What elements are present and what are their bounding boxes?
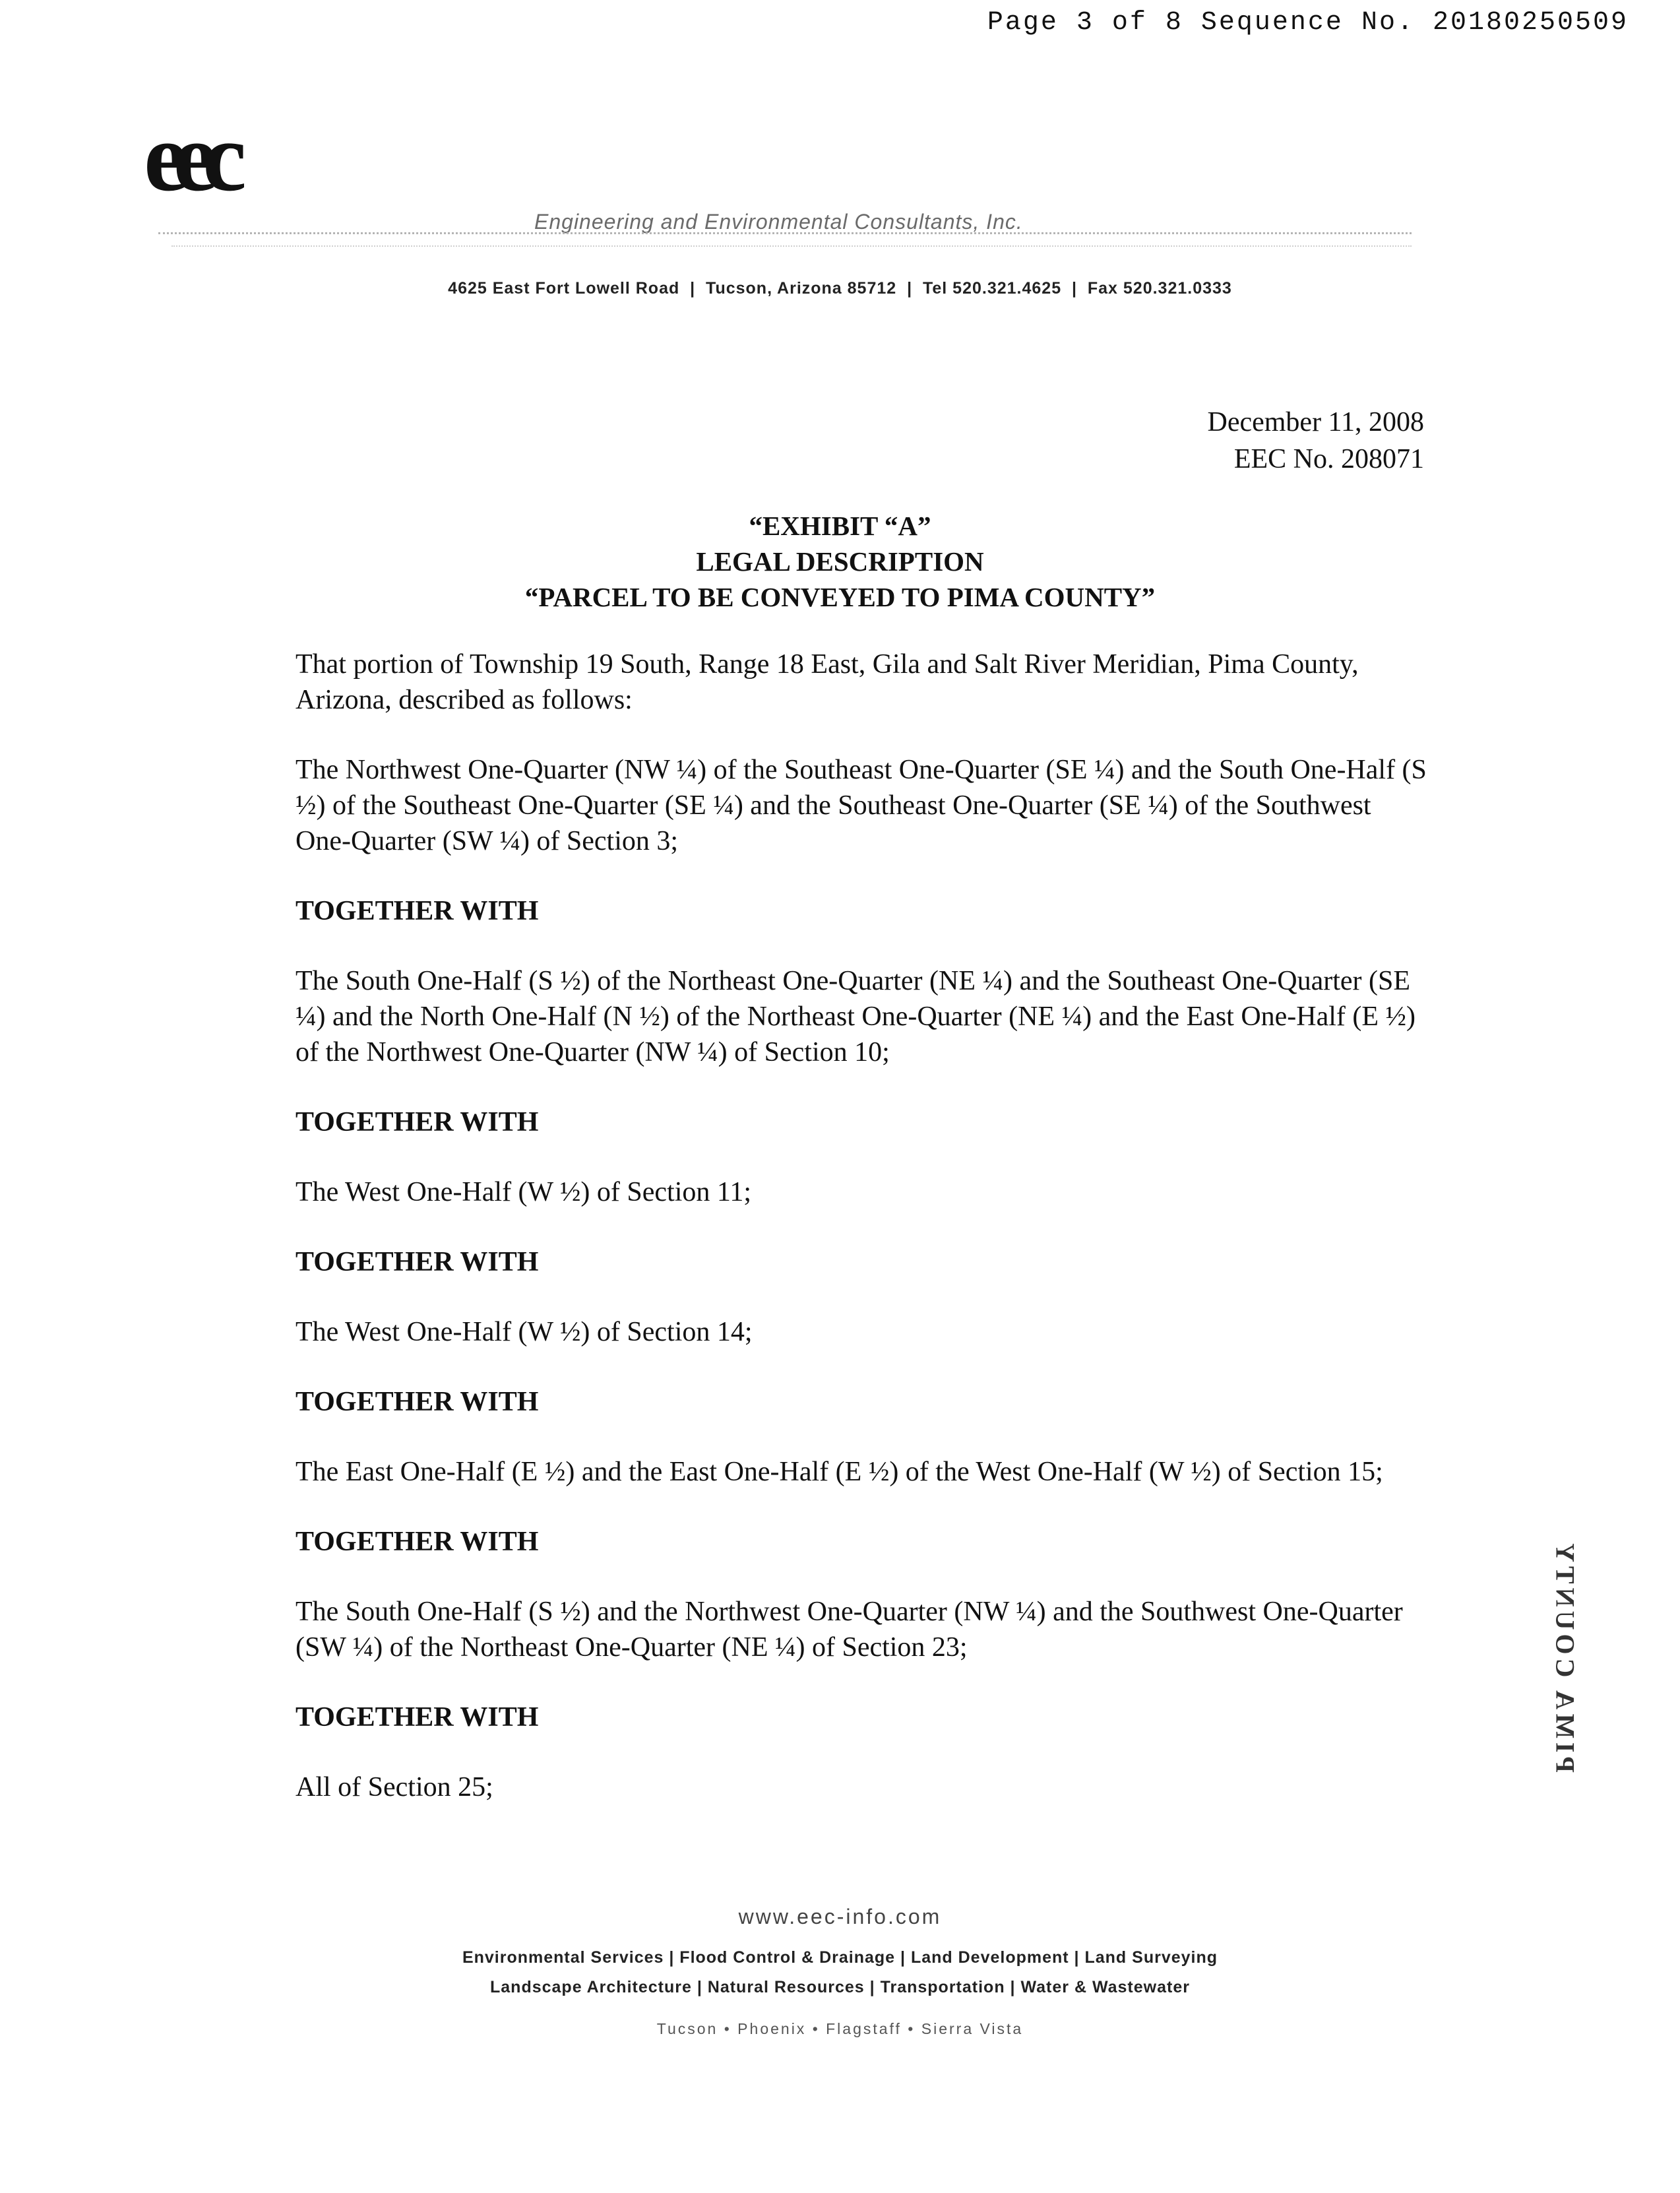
page-sequence-header: Page 3 of 8 Sequence No. 20180250509 xyxy=(987,8,1629,38)
svg-text:eec: eec xyxy=(144,111,232,210)
footer-services-line-1: Environmental Services | Flood Control & Drainage | Land Development | Land Surveying xyxy=(462,1948,1218,1967)
together-with-heading: TOGETHER WITH xyxy=(296,1527,539,1557)
letterhead-address: 4625 East Fort Lowell Road | Tucson, Arizona 85712 | Tel 520.321.4625 | Fax 520.321.0333 xyxy=(448,279,1232,298)
side-stamp xyxy=(1542,1524,1588,1788)
letterhead-tagline: Engineering and Environmental Consultants, Inc. xyxy=(534,210,1023,234)
parcel-section-11: The West One-Half (W ½) of Section 11; xyxy=(296,1177,751,1207)
footer-services xyxy=(0,1943,1680,2002)
document-date: December 11, 2008 xyxy=(1207,407,1424,437)
parcel-section-15: The East One-Half (E ½) and the East One-Half (E ½) of the West One-Half (W ½) of Section 15; xyxy=(296,1457,1383,1487)
parcel-section-3: The Northwest One-Quarter (NW ¼) of the Southeast One-Quarter (SE ¼) and the South One-Half (S ½) of the Southeast One-Quarter (SE ¼) and the Southeast One-Quarter (SE ¼) of the Southwest One-Quarter (SW ¼) of Section 3; xyxy=(296,755,1427,856)
footer-offices: Tucson • Phoenix • Flagstaff • Sierra Vista xyxy=(656,2020,1024,2037)
together-with-heading: TOGETHER WITH xyxy=(296,1387,539,1417)
title-legal-description: LEGAL DESCRIPTION xyxy=(696,546,984,577)
parcel-section-14: The West One-Half (W ½) of Section 14; xyxy=(296,1317,753,1347)
letterhead-divider-secondary xyxy=(171,245,1412,247)
intro-paragraph: That portion of Township 19 South, Range 18 East, Gila and Salt River Meridian, Pima County, Arizona, described as follows: xyxy=(296,649,1359,715)
parcel-section-10: The South One-Half (S ½) of the Northeast One-Quarter (NE ¼) and the Southeast One-Quarter (SE ¼) and the North One-Half (N ½) of the Northeast One-Quarter (NE ¼) and the East One-Half (E ½) of the Northwest One-Quarter (NW ¼) of Section 10; xyxy=(296,966,1416,1067)
together-with-heading: TOGETHER WITH xyxy=(296,1107,539,1137)
side-stamp-text: PIMA COUNTY xyxy=(1550,1539,1580,1773)
together-with-heading: TOGETHER WITH xyxy=(296,1702,539,1732)
title-exhibit: “EXHIBIT “A” xyxy=(749,511,931,541)
legal-description-body xyxy=(296,647,1430,1839)
title-parcel: “PARCEL TO BE CONVEYED TO PIMA COUNTY” xyxy=(524,582,1156,612)
letterhead-divider xyxy=(158,232,1412,234)
date-block xyxy=(1208,404,1425,478)
together-with-heading: TOGETHER WITH xyxy=(296,896,539,926)
footer-services-line-2: Landscape Architecture | Natural Resources | Transportation | Water & Wastewater xyxy=(490,1978,1190,1996)
parcel-section-23: The South One-Half (S ½) and the Northwest One-Quarter (NW ¼) and the Southwest One-Quarter (SW ¼) of the Northeast One-Quarter (NE ¼) of Section 23; xyxy=(296,1597,1403,1663)
together-with-heading: TOGETHER WITH xyxy=(296,1247,539,1277)
eec-logo xyxy=(144,111,401,210)
eec-number: EEC No. 208071 xyxy=(1233,444,1424,474)
parcel-section-25: All of Section 25; xyxy=(296,1772,493,1802)
footer-website: www.eec-info.com xyxy=(738,1905,942,1928)
document-title xyxy=(0,508,1680,615)
